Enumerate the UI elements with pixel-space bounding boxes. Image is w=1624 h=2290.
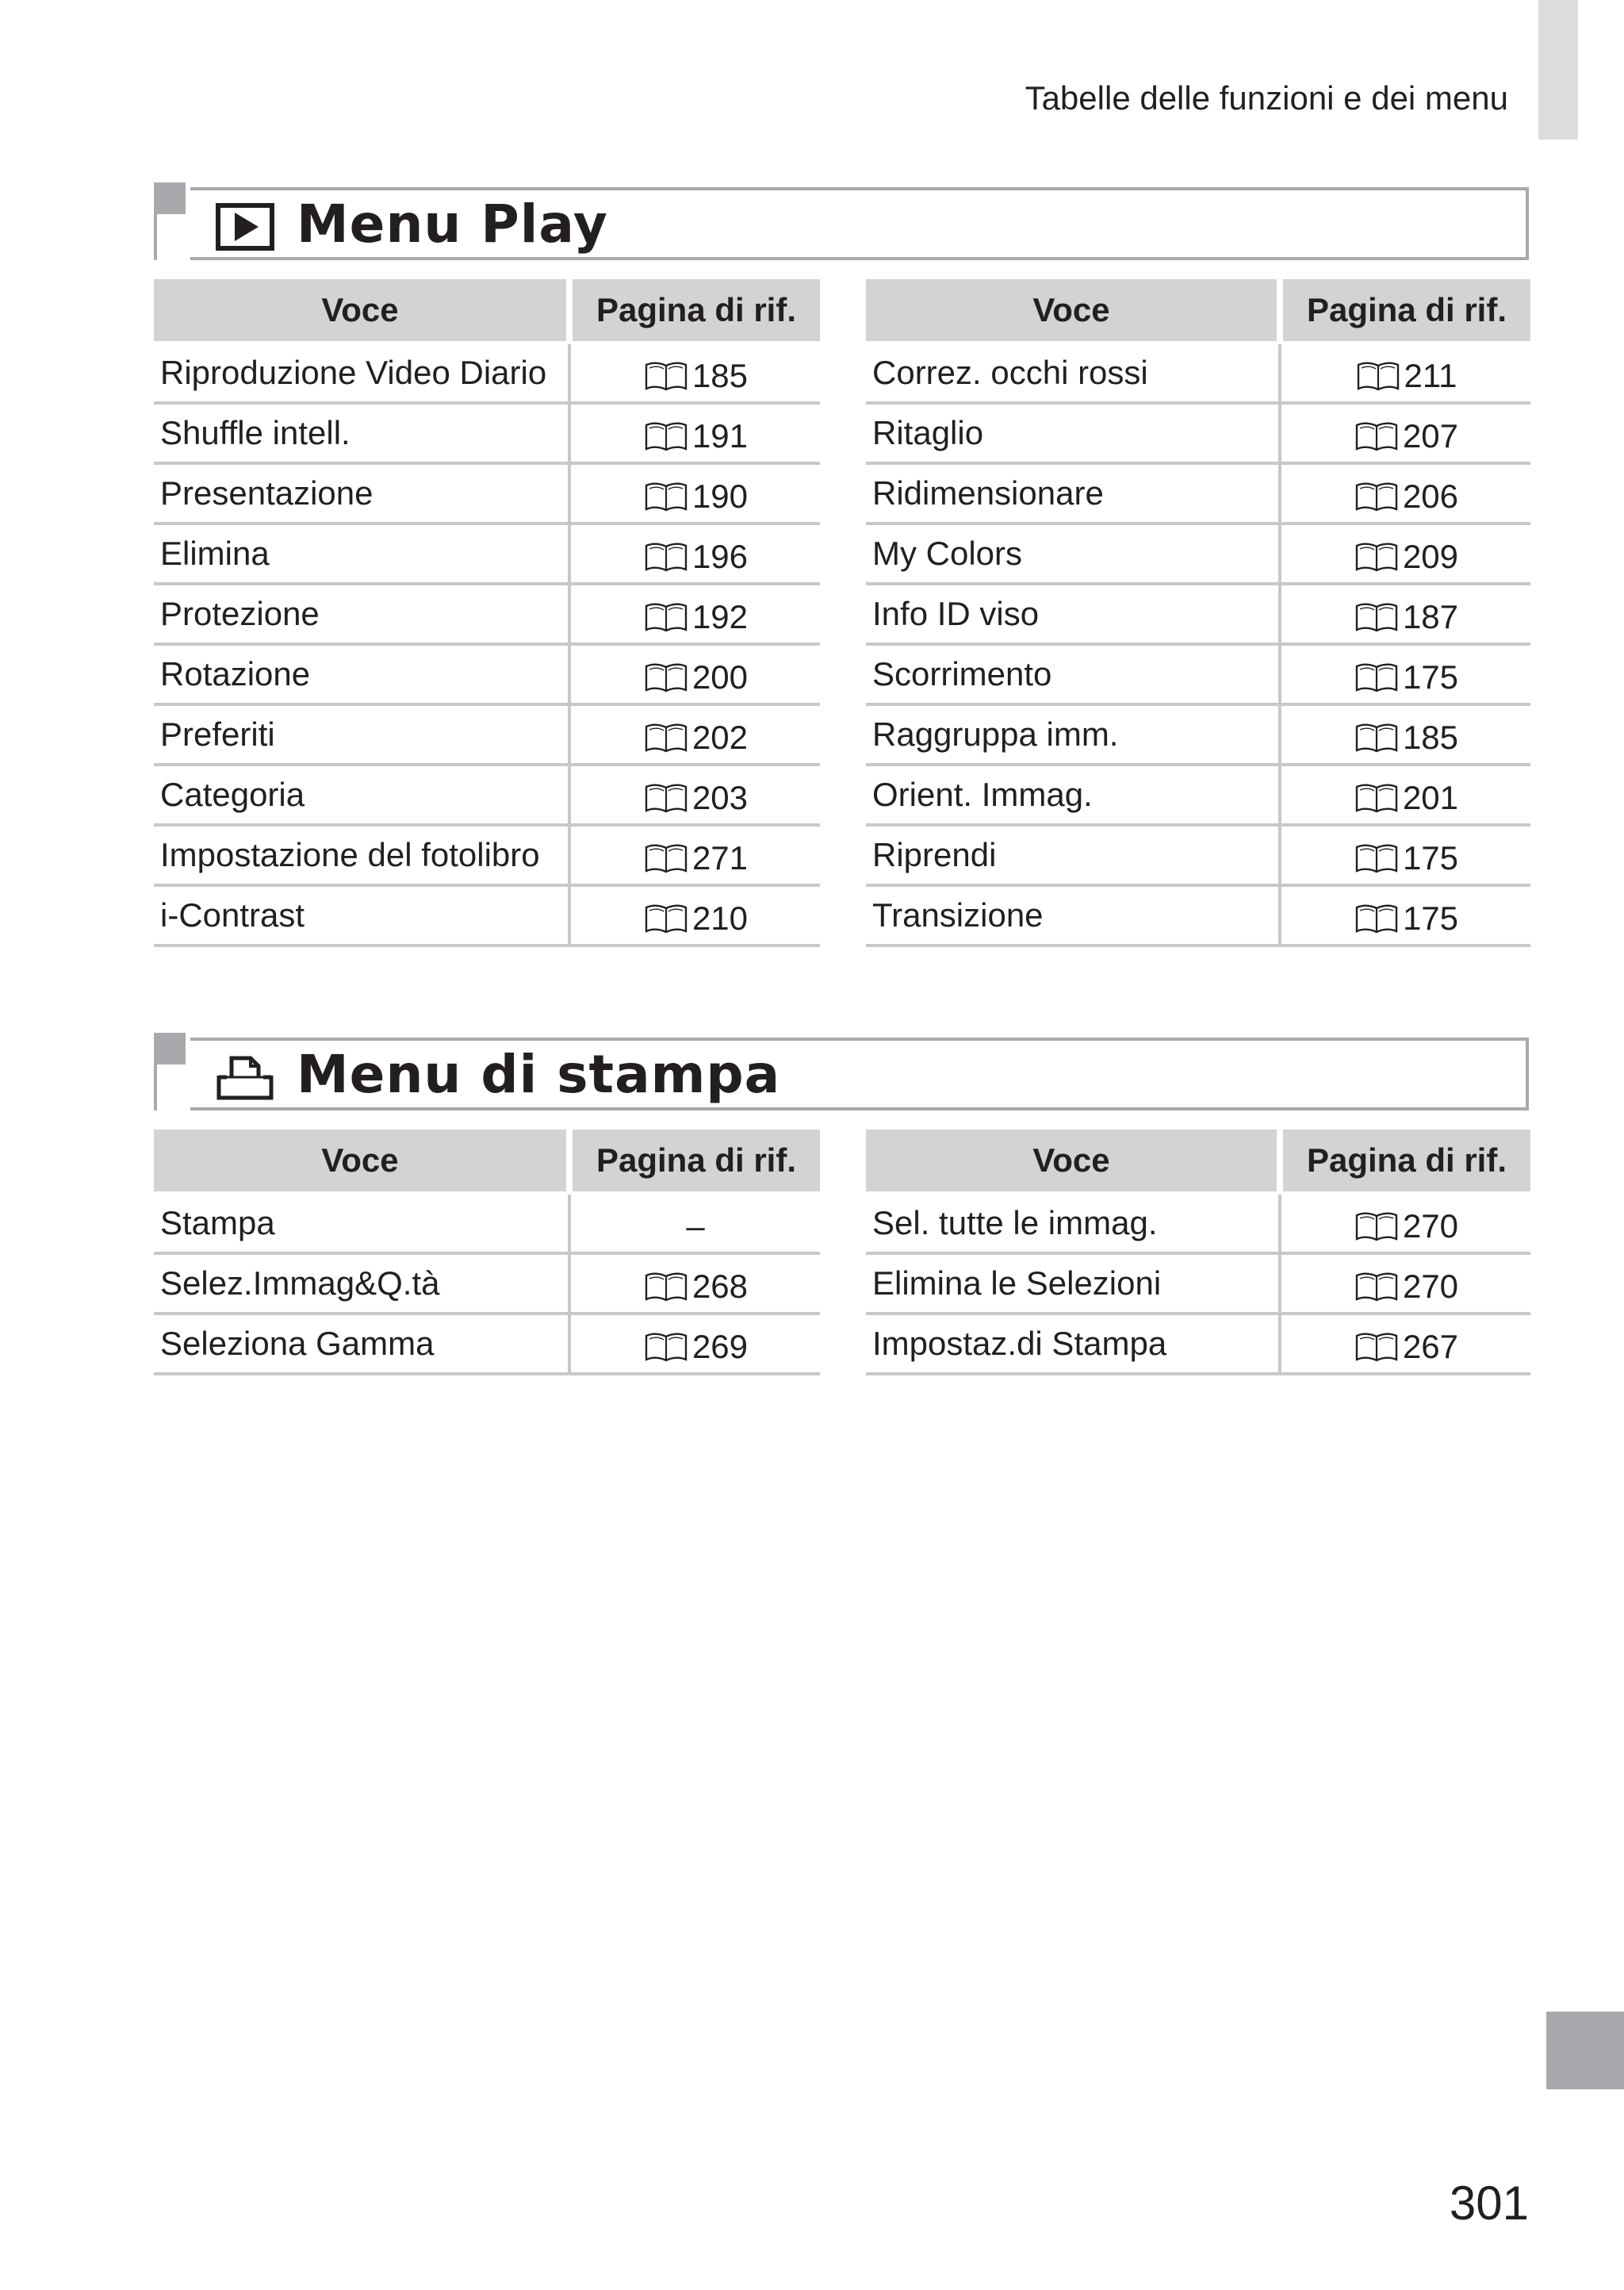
page-number-ref: 206 — [1402, 478, 1459, 515]
table-row — [866, 765, 1530, 825]
book-icon — [643, 541, 689, 573]
play-table-left — [154, 279, 820, 947]
book-icon — [643, 1271, 689, 1302]
page-reference — [569, 765, 820, 825]
page-number-ref: 196 — [691, 538, 749, 575]
page-number-ref: 191 — [691, 417, 749, 455]
table-row — [866, 704, 1530, 765]
book-icon — [1354, 1271, 1400, 1302]
page-reference — [1280, 524, 1530, 584]
page-number-ref: – — [686, 1207, 705, 1245]
page-number-ref: 187 — [1402, 598, 1459, 635]
menu-item-label: Raggruppa imm. — [866, 704, 1280, 765]
table-row — [154, 463, 820, 524]
page-number-ref: 192 — [691, 598, 749, 635]
menu-item-label: Ritaglio — [866, 403, 1280, 463]
page-number-ref: 271 — [691, 839, 749, 876]
table-row — [866, 825, 1530, 885]
column-header-page: Pagina di rif. — [1280, 1130, 1530, 1193]
menu-item-label: Shuffle intell. — [154, 403, 569, 463]
section-header-print — [154, 1038, 1529, 1110]
print-table-left — [154, 1130, 820, 1375]
print-table-right — [866, 1130, 1530, 1375]
menu-item-label: Protezione — [154, 584, 569, 644]
menu-item-label: Riproduzione Video Diario — [154, 343, 569, 403]
page-number-ref: 269 — [691, 1328, 749, 1365]
menu-item-label: Ridimensionare — [866, 463, 1280, 524]
book-icon — [1354, 782, 1400, 814]
page-reference — [569, 885, 820, 946]
menu-item-label: My Colors — [866, 524, 1280, 584]
thumb-tab-top — [1538, 0, 1578, 140]
page-number-ref: 201 — [1402, 779, 1459, 816]
running-header: Tabelle delle funzioni e dei menu — [1025, 79, 1508, 117]
play-icon — [216, 203, 274, 251]
column-header-page: Pagina di rif. — [569, 279, 820, 343]
menu-item-label: Selez.Immag&Q.tà — [154, 1253, 569, 1314]
menu-item-label: Scorrimento — [866, 644, 1280, 704]
menu-item-label: Correz. occhi rossi — [866, 343, 1280, 403]
book-icon — [1354, 842, 1400, 874]
book-icon — [643, 903, 689, 934]
page-reference — [1280, 825, 1530, 885]
column-header-item: Voce — [866, 1130, 1280, 1193]
page-reference — [1280, 644, 1530, 704]
page-number-ref: 175 — [1402, 839, 1459, 876]
table-row — [866, 1253, 1530, 1314]
book-icon — [643, 842, 689, 874]
page-reference — [569, 463, 820, 524]
page-number-ref: 207 — [1402, 417, 1459, 455]
book-icon — [643, 481, 689, 512]
page-reference — [1280, 463, 1530, 524]
page-reference — [569, 704, 820, 765]
page-reference — [569, 825, 820, 885]
page-reference — [1280, 584, 1530, 644]
menu-item-label: Rotazione — [154, 644, 569, 704]
page-reference — [1280, 765, 1530, 825]
table-row — [866, 1193, 1530, 1253]
table-row — [866, 463, 1530, 524]
table-row — [154, 644, 820, 704]
table-row — [866, 343, 1530, 403]
page-reference — [569, 1253, 820, 1314]
page-number-ref: 268 — [691, 1268, 749, 1305]
table-row — [866, 524, 1530, 584]
section-title-print: Menu di stampa — [297, 1044, 781, 1105]
menu-item-label: Impostazione del fotolibro — [154, 825, 569, 885]
menu-item-label: Orient. Immag. — [866, 765, 1280, 825]
page-number-ref: 270 — [1402, 1268, 1459, 1305]
book-icon — [1354, 1331, 1400, 1363]
menu-item-label: Impostaz.di Stampa — [866, 1314, 1280, 1374]
page-reference — [569, 644, 820, 704]
page-reference — [569, 403, 820, 463]
page-number-ref: 270 — [1402, 1207, 1459, 1245]
page-number-ref: 190 — [691, 478, 749, 515]
book-icon — [1354, 1210, 1400, 1242]
book-icon — [643, 722, 689, 754]
section-header-play — [154, 187, 1529, 260]
page-number-ref: 175 — [1402, 900, 1459, 937]
section-title-play: Menu Play — [297, 194, 608, 255]
table-row — [866, 885, 1530, 946]
page-reference — [1280, 403, 1530, 463]
page-reference — [1280, 1193, 1530, 1253]
menu-item-label: Sel. tutte le immag. — [866, 1193, 1280, 1253]
book-icon — [1354, 662, 1400, 693]
table-row — [154, 704, 820, 765]
table-row — [866, 1314, 1530, 1374]
column-header-page: Pagina di rif. — [1280, 279, 1530, 343]
page-number-ref: 210 — [691, 900, 749, 937]
table-row — [154, 885, 820, 946]
page-number-ref: 200 — [691, 658, 749, 696]
page-number-ref: 267 — [1402, 1328, 1459, 1365]
book-icon — [643, 662, 689, 693]
print-icon — [216, 1053, 274, 1101]
page-reference — [569, 1193, 820, 1253]
table-row — [154, 1314, 820, 1374]
table-row — [154, 1193, 820, 1253]
table-row — [866, 403, 1530, 463]
page-reference — [1280, 704, 1530, 765]
column-header-item: Voce — [154, 279, 569, 343]
book-icon — [1354, 903, 1400, 934]
menu-item-label: Seleziona Gamma — [154, 1314, 569, 1374]
section-corner-square — [154, 182, 186, 214]
thumb-tab-side — [1546, 2012, 1624, 2089]
book-icon — [643, 782, 689, 814]
table-row — [154, 765, 820, 825]
menu-item-label: Presentazione — [154, 463, 569, 524]
page-reference — [1280, 343, 1530, 403]
column-header-page: Pagina di rif. — [569, 1130, 820, 1193]
book-icon — [1354, 722, 1400, 754]
menu-item-label: i-Contrast — [154, 885, 569, 946]
table-row — [154, 584, 820, 644]
book-icon — [643, 420, 689, 452]
page-reference — [569, 1314, 820, 1374]
menu-item-label: Stampa — [154, 1193, 569, 1253]
column-header-item: Voce — [866, 279, 1280, 343]
menu-item-label: Categoria — [154, 765, 569, 825]
page-number-ref: 175 — [1402, 658, 1459, 696]
menu-item-label: Transizione — [866, 885, 1280, 946]
page-reference — [1280, 1253, 1530, 1314]
book-icon — [1354, 481, 1400, 512]
table-row — [866, 584, 1530, 644]
book-icon — [643, 601, 689, 633]
menu-item-label: Elimina le Selezioni — [866, 1253, 1280, 1314]
menu-item-label: Riprendi — [866, 825, 1280, 885]
menu-item-label: Info ID viso — [866, 584, 1280, 644]
book-icon — [643, 1331, 689, 1363]
book-icon — [1354, 601, 1400, 633]
page-reference — [569, 524, 820, 584]
page-reference — [1280, 885, 1530, 946]
book-icon — [643, 360, 689, 392]
table-row — [154, 524, 820, 584]
page-number-ref: 211 — [1404, 357, 1457, 394]
page-reference — [569, 343, 820, 403]
column-header-item: Voce — [154, 1130, 569, 1193]
play-table-right — [866, 279, 1530, 947]
book-icon — [1354, 420, 1400, 452]
table-row — [866, 644, 1530, 704]
book-icon — [1355, 360, 1401, 392]
table-row — [154, 403, 820, 463]
page-number-ref: 202 — [691, 719, 749, 756]
menu-item-label: Preferiti — [154, 704, 569, 765]
page-number-ref: 185 — [1402, 719, 1459, 756]
page-number-ref: 209 — [1402, 538, 1459, 575]
page-reference — [569, 584, 820, 644]
page-reference — [1280, 1314, 1530, 1374]
book-icon — [1354, 541, 1400, 573]
page-number-ref: 185 — [691, 357, 749, 394]
table-row — [154, 343, 820, 403]
table-row — [154, 1253, 820, 1314]
page-number-ref: 203 — [691, 779, 749, 816]
table-row — [154, 825, 820, 885]
page-number: 301 — [1449, 2177, 1529, 2230]
section-corner-square — [154, 1033, 186, 1064]
menu-item-label: Elimina — [154, 524, 569, 584]
